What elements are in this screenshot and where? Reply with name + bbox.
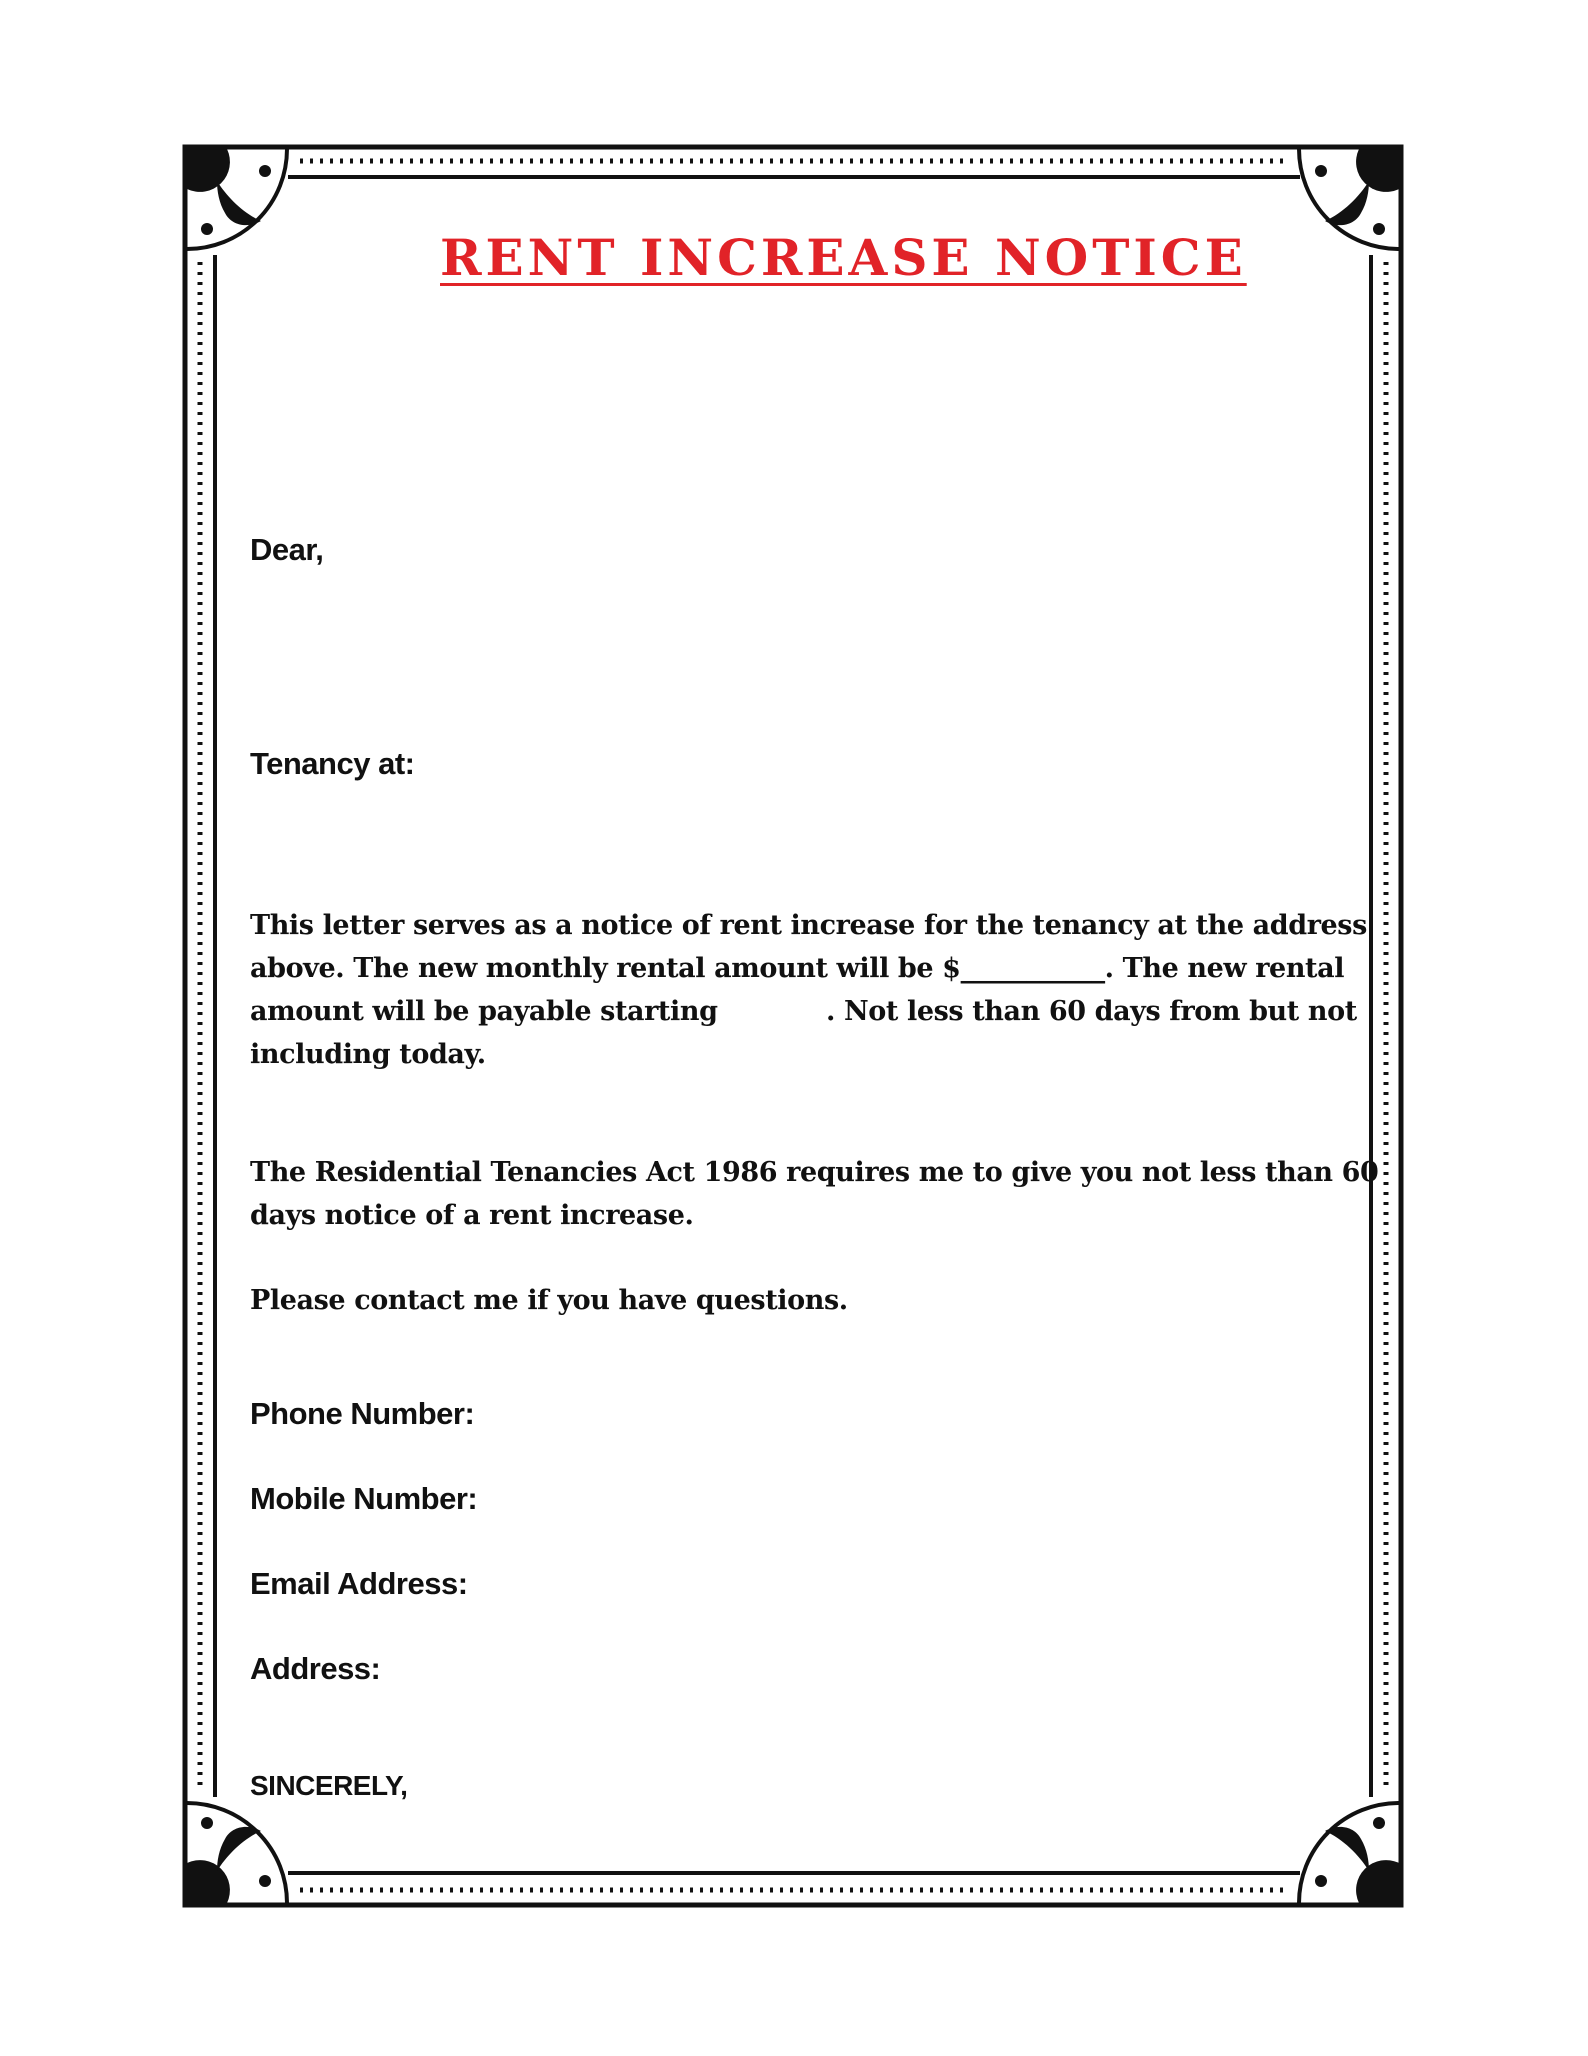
notice-paragraph-line-4: including today. [250, 1039, 486, 1070]
notice-paragraph-line-3b: . Not less than 60 days from but not [826, 996, 1357, 1027]
corner-ornament-top-left [187, 149, 287, 249]
address-label: Address: [250, 1651, 381, 1686]
salutation: Dear, [250, 532, 324, 567]
act-paragraph-line-2: days notice of a rent increase. [250, 1200, 694, 1231]
tenancy-label: Tenancy at: [250, 746, 415, 781]
email-address-label: Email Address: [250, 1566, 468, 1601]
document-title: RENT INCREASE NOTICE [440, 228, 1247, 287]
notice-paragraph-line-2: above. The new monthly rental amount will be $___________. The new rental [250, 953, 1345, 984]
contact-request-text: Please contact me if you have questions. [250, 1285, 848, 1316]
corner-ornament-top-right [1299, 149, 1399, 249]
notice-paragraph-line-3a: amount will be payable starting [250, 996, 718, 1027]
corner-ornament-bottom-left [187, 1803, 287, 1903]
notice-paragraph-line-1: This letter serves as a notice of rent increase for the tenancy at the address [250, 910, 1367, 941]
phone-number-label: Phone Number: [250, 1396, 475, 1431]
act-paragraph-line-1: The Residential Tenancies Act 1986 requires me to give you not less than 60 [250, 1157, 1379, 1188]
closing-signoff: SINCERELY, [250, 1770, 408, 1801]
mobile-number-label: Mobile Number: [250, 1481, 478, 1516]
corner-ornament-bottom-right [1299, 1803, 1399, 1903]
